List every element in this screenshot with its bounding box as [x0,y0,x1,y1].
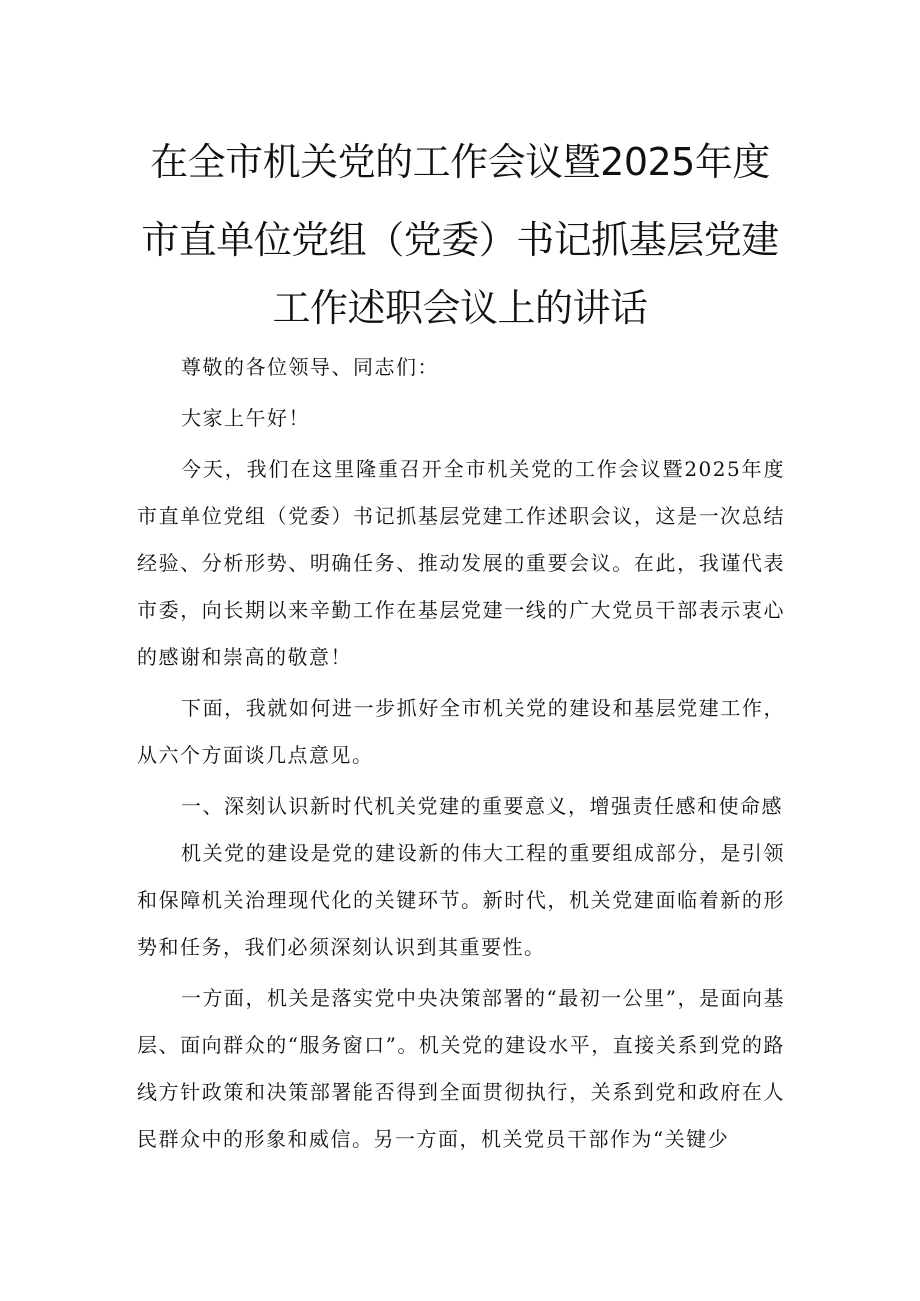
greeting: 大家上午好！ [181,406,310,430]
salutation: 尊敬的各位领导、同志们： [181,355,439,379]
title-line-2: 市直单位党组（党委）书记抓基层党建 [141,218,779,262]
document-body [137,344,785,1163]
title-line-3: 工作述职会议上的讲话 [272,286,648,330]
paragraph-significance: 机关党的建设是党的建设新的伟大工程的重要组成部分，是引领和保障机关治理现代化的关键环节。新时代，机关党建面临着新的形势和任务，我们必须深刻认识到其重要性。 [137,841,785,959]
title-line-1: 在全市机关党的工作会议暨2025年度 [150,140,770,184]
paragraph-outline: 下面，我就如何进一步抓好全市机关党的建设和基层党建工作，从六个方面谈几点意见。 [137,696,785,767]
paragraph-opening: 今天，我们在这里隆重召开全市机关党的工作会议暨2025年度市直单位党组（党委）书记抓基层党建工作述职会议，这是一次总结经验、分析形势、明确任务、推动发展的重要会议。在此，我谨代表市委，向长期以来辛勤工作在基层党建一线的广大党员干部表示衷心的感谢和崇高的敬意！ [137,457,785,669]
paragraph-first-aspect: 一方面，机关是落实党中央决策部署的“最初一公里”，是面向基层、面向群众的“服务窗口”。机关党的建设水平，直接关系到党的路线方针政策和决策部署能否得到全面贯彻执行，关系到党和政府在人民群众中的形象和威信。另一方面，机关党员干部作为“关键少 [137,986,785,1151]
section-heading-1: 一、深刻认识新时代机关党建的重要意义，增强责任感和使命感 [181,794,783,818]
